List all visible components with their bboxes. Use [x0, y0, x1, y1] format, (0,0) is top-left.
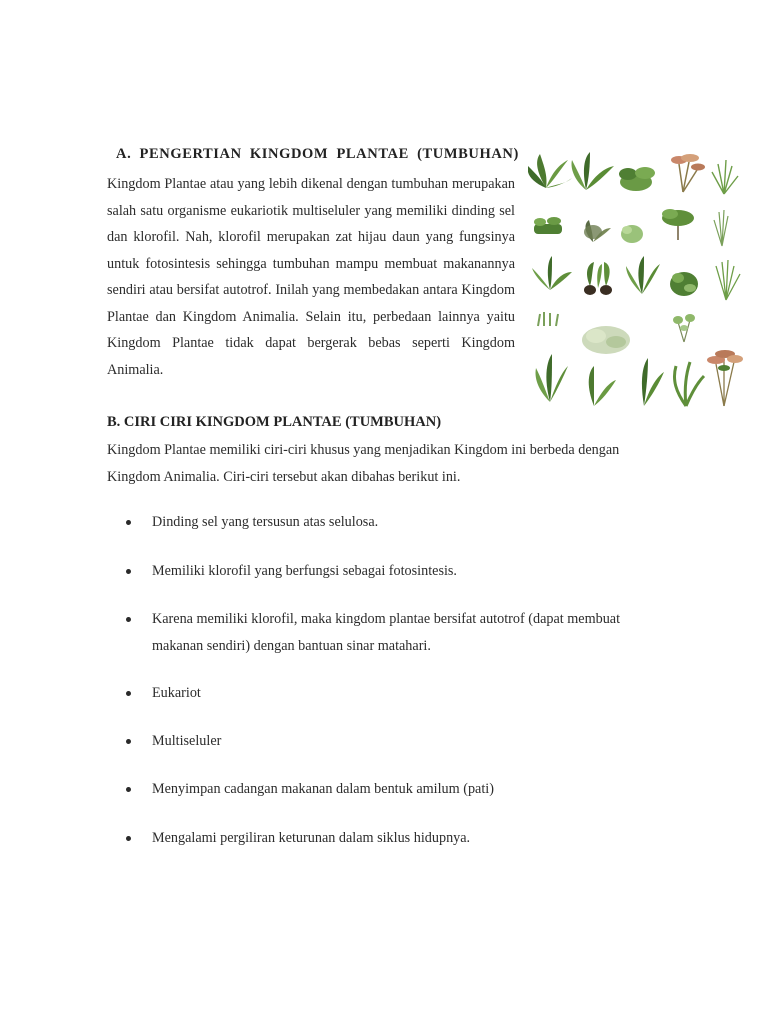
section-b-intro: Kingdom Plantae memiliki ciri-ciri khusus yang menjadikan Kingdom ini berbeda dengan Kingdom Animalia. Ciri-ciri tersebut akan dibahas berikut ini. — [107, 442, 620, 485]
section-a-paragraph: Kingdom Plantae atau yang lebih dikenal dengan tumbuhan merupakan salah satu organisme eukariotik multiseluler yang memiliki dinding sel dan klorofil. Nah, klorofil merupakan zat hijau daun yang fungsinya untuk fotosintesis sehingga tumbuhan mampu membuat makanannya sendiri atau bersifat autotrof. Inilah yang membedakan antara Kingdom Plantae dan Kingdom Animalia. Selain itu, perbedaan lainnya yaitu Kingdom Plantae tidak dapat bergerak bebas seperti Kingdom Animalia. — [107, 176, 515, 378]
plant-14 — [670, 272, 698, 296]
list-item: Multiseluler — [126, 728, 666, 755]
plant-8 — [621, 225, 643, 243]
list-item: Eukariot — [126, 680, 666, 707]
section-b-heading: B. CIRI CIRI KINGDOM PLANTAE (TUMBUHAN) — [107, 414, 442, 430]
bullet-icon — [126, 691, 131, 696]
plant-4 — [671, 154, 705, 192]
bullet-icon — [126, 520, 131, 525]
plants-illustration — [528, 150, 750, 412]
plant-15 — [716, 260, 740, 300]
plant-10 — [714, 210, 728, 246]
list-item: Karena memiliki klorofil, maka kingdom plantae bersifat autotrof (dapat membuat makanan sendiri) dengan bantuan sinar matahari. — [126, 606, 666, 660]
plant-5 — [712, 160, 738, 194]
list-item: Menyimpan cadangan makanan dalam bentuk amilum (pati) — [126, 776, 666, 803]
bullet-icon — [126, 739, 131, 744]
plant-7 — [584, 220, 611, 242]
plant-23 — [707, 350, 743, 406]
plant-12 — [584, 262, 612, 295]
plant-20 — [589, 366, 616, 406]
plant-18 — [673, 314, 695, 342]
plant-2 — [572, 152, 614, 190]
plant-6 — [534, 217, 562, 234]
plant-13 — [626, 256, 660, 294]
list-item: Mengalami pergiliran keturunan dalam siklus hidupnya. — [126, 825, 666, 852]
plant-9 — [662, 209, 694, 240]
plant-21 — [642, 358, 664, 406]
plant-17 — [582, 326, 630, 354]
plant-1 — [528, 154, 572, 188]
section-a-heading: A. PENGERTIAN KINGDOM PLANTAE (TUMBUHAN) — [116, 146, 519, 162]
plant-22 — [674, 362, 704, 406]
bullet-icon — [126, 787, 131, 792]
plant-19 — [536, 354, 568, 402]
plant-16 — [538, 312, 558, 326]
list-item: Dinding sel yang tersusun atas selulosa. — [126, 509, 666, 536]
plant-11 — [532, 256, 572, 290]
bullet-icon — [126, 836, 131, 841]
bullet-icon — [126, 617, 131, 622]
plant-3 — [619, 167, 655, 191]
list-item: Memiliki klorofil yang berfungsi sebagai fotosintesis. — [126, 558, 666, 585]
bullet-icon — [126, 569, 131, 574]
